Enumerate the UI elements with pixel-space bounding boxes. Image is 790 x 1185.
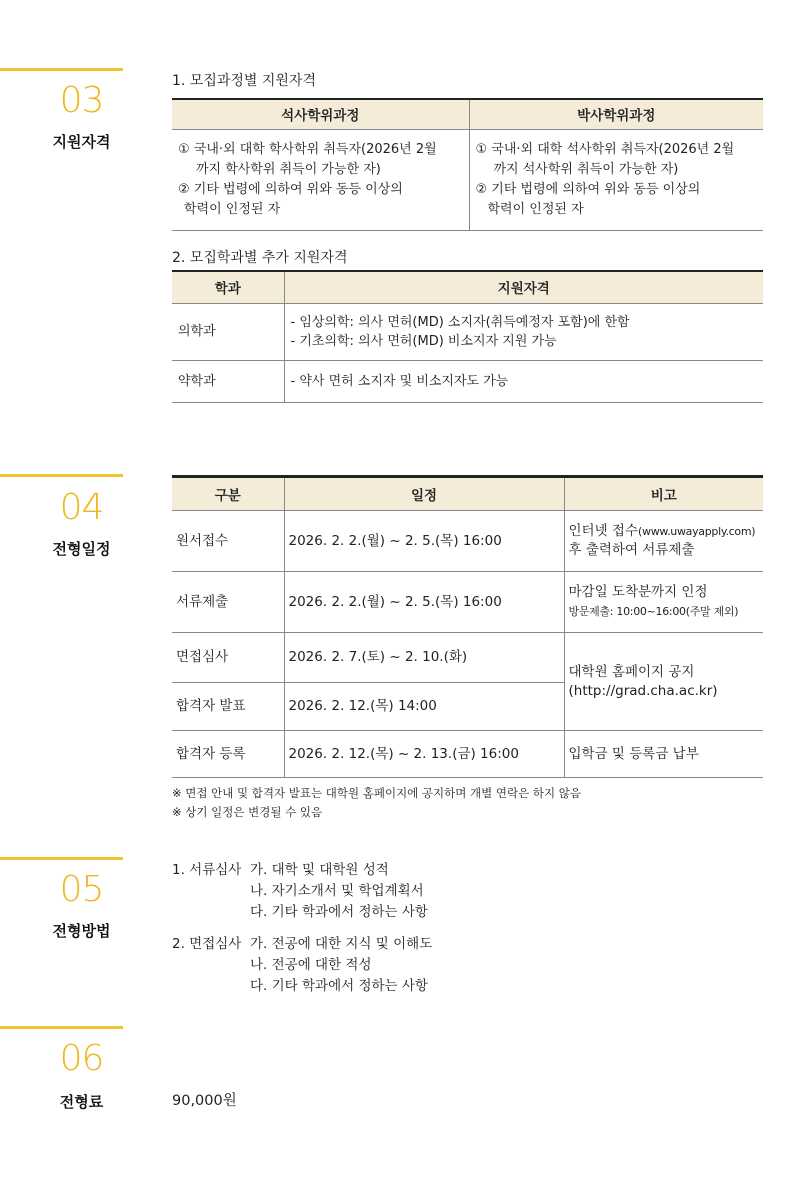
note-text: 인터넷 접수	[568, 523, 638, 539]
homepage-url: (http://grad.cha.ac.kr)	[568, 682, 718, 699]
schedule-note: 입학금 및 등록금 납부	[564, 731, 763, 778]
eligibility-heading-1: 1. 모집과정별 지원자격	[172, 73, 316, 89]
schedule-category: 합격자 등록	[172, 731, 284, 778]
program-eligibility-table	[172, 98, 763, 231]
schedule-date: 2026. 2. 2.(월) ~ 2. 5.(목) 16:00	[284, 511, 564, 572]
schedule-note	[564, 511, 763, 572]
schedule-footnote-2: ※ 상기 일정은 변경될 수 있음	[172, 805, 323, 819]
section-05-accent-bar	[0, 857, 123, 860]
note-text: 후 출력하여 서류제출	[568, 542, 695, 558]
method-item: 가. 대학 및 대학원 성적	[250, 862, 389, 878]
method-label: 2. 면접심사	[172, 936, 242, 952]
dept-name: 의학과	[172, 303, 284, 360]
schedule-date: 2026. 2. 2.(월) ~ 2. 5.(목) 16:00	[284, 572, 564, 633]
section-04-number: 04	[59, 487, 104, 528]
schedule-footnote-1: ※ 면접 안내 및 합격자 발표는 대학원 홈페이지에 공지하며 개별 연락은 하지 않음	[172, 786, 581, 800]
schedule-category: 면접심사	[172, 633, 284, 683]
schedule-note	[564, 572, 763, 633]
section-06-title: 전형료	[59, 1093, 104, 1111]
table-row	[172, 360, 763, 402]
schedule-date: 2026. 2. 7.(토) ~ 2. 10.(화)	[284, 633, 564, 683]
schedule-table	[172, 475, 763, 778]
doctoral-cell	[469, 129, 763, 230]
note-text: 마감일 도착분까지 인정	[568, 584, 708, 600]
dept-req-line: - 임상의학: 의사 면허(MD) 소지자(취득예정자 포함)에 한함	[290, 314, 630, 330]
doctoral-item-1: ① 국내·외 대학 석사학위 취득자(2026년 2월	[475, 141, 735, 157]
category-col-header: 구분	[172, 477, 284, 511]
apply-url: (www.uwayapply.com)	[638, 525, 756, 538]
section-03-title: 지원자격	[52, 133, 111, 151]
schedule-date: 2026. 2. 12.(목) 14:00	[284, 683, 564, 731]
note-col-header: 비고	[564, 477, 763, 511]
dept-col-header: 학과	[172, 271, 284, 303]
masters-header: 석사학위과정	[172, 99, 469, 129]
table-row	[172, 303, 763, 360]
section-05-title: 전형방법	[52, 922, 111, 940]
doctoral-header: 박사학위과정	[469, 99, 763, 129]
schedule-date: 2026. 2. 12.(목) ~ 2. 13.(금) 16:00	[284, 731, 564, 778]
note-text: 방문제출: 10:00~16:00(주말 제외)	[568, 605, 739, 618]
masters-item-2-cont: 학력이 인정된 자	[184, 201, 281, 217]
table-row	[172, 731, 763, 778]
table-row	[172, 572, 763, 633]
table-row	[172, 633, 763, 683]
schedule-category: 서류제출	[172, 572, 284, 633]
masters-item-1: ① 국내·외 대학 학사학위 취득자(2026년 2월	[178, 141, 437, 157]
masters-item-2: ② 기타 법령에 의하여 위와 동등 이상의	[178, 181, 403, 197]
method-item: 다. 기타 학과에서 정하는 사항	[250, 904, 428, 920]
method-label: 1. 서류심사	[172, 862, 242, 878]
section-03-number: 03	[59, 80, 104, 121]
doctoral-item-1-cont: 까지 석사학위 취득이 가능한 자)	[493, 161, 679, 177]
table-row	[172, 511, 763, 572]
dept-req: - 약사 면허 소지자 및 비소지자도 가능	[284, 360, 763, 402]
section-06-number: 06	[59, 1038, 104, 1079]
schedule-category: 합격자 발표	[172, 683, 284, 731]
req-col-header: 지원자격	[284, 271, 763, 303]
section-04-title: 전형일정	[52, 540, 111, 558]
section-03-accent-bar	[0, 68, 123, 71]
fee-amount: 90,000원	[172, 1093, 237, 1109]
section-05-number: 05	[59, 869, 104, 910]
section-06-accent-bar	[0, 1026, 123, 1029]
method-item: 다. 기타 학과에서 정하는 사항	[250, 978, 428, 994]
masters-item-1-cont: 까지 학사학위 취득이 가능한 자)	[196, 161, 381, 177]
method-item: 가. 전공에 대한 지식 및 이해도	[250, 936, 433, 952]
masters-cell	[172, 129, 469, 230]
doctoral-item-2-cont: 학력이 인정된 자	[487, 201, 584, 217]
section-04-accent-bar	[0, 474, 123, 477]
dept-name: 약학과	[172, 360, 284, 402]
doctoral-item-2: ② 기타 법령에 의하여 위와 동등 이상의	[475, 181, 701, 197]
note-text: 대학원 홈페이지 공지	[568, 663, 695, 680]
schedule-category: 원서접수	[172, 511, 284, 572]
dept-eligibility-table	[172, 270, 763, 403]
method-item: 나. 자기소개서 및 학업계획서	[250, 883, 424, 899]
dept-req	[284, 303, 763, 360]
date-col-header: 일정	[284, 477, 564, 511]
schedule-note-merged	[564, 633, 763, 731]
eligibility-heading-2: 2. 모집학과별 추가 지원자격	[172, 250, 348, 266]
method-item: 나. 전공에 대한 적성	[250, 957, 372, 973]
dept-req-line: - 기초의학: 의사 면허(MD) 비소지자 지원 가능	[290, 333, 557, 349]
